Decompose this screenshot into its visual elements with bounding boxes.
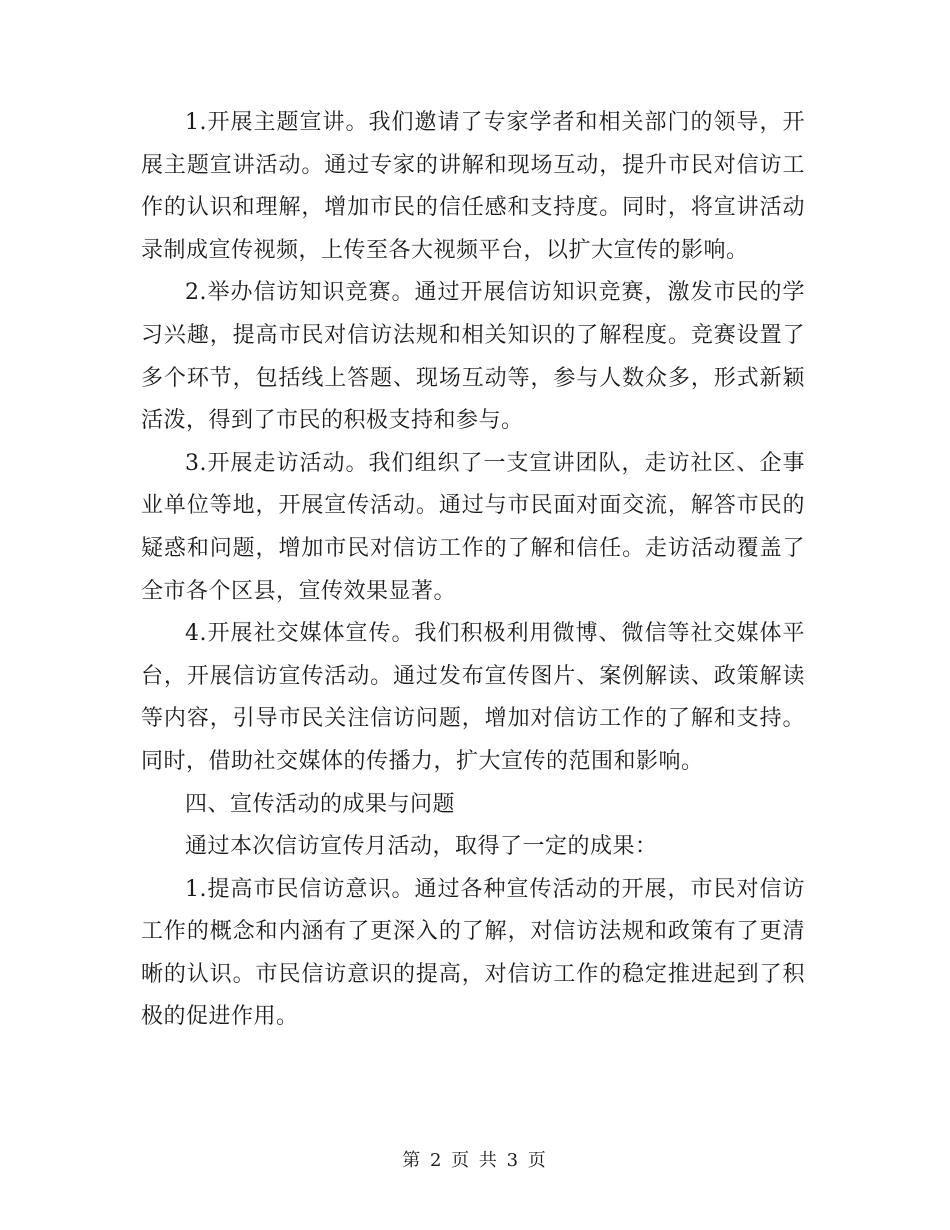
paragraph-theme-lecture: 1.开展主题宣讲。我们邀请了专家学者和相关部门的领导，开展主题宣讲活动。通过专家的讲解和现场互动，提升市民对信访工作的认识和理解，增加市民的信任感和支持度。同时，将宣讲活动录制成宣传视频，上传至各大视频平台，以扩大宣传的影响。 (141, 110, 805, 263)
paragraph-social-media: 4.开展社交媒体宣传。我们积极利用微博、微信等社交媒体平台，开展信访宣传活动。通过发布宣传图片、案例解读、政策解读等内容，引导市民关注信访问题，增加对信访工作的了解和支持。同时，借助社交媒体的传播力，扩大宣传的范围和影响。 (141, 621, 805, 774)
paragraph-visit-activity: 3.开展走访活动。我们组织了一支宣讲团队，走访社区、企事业单位等地，开展宣传活动。通过与市民面对面交流，解答市民的疑惑和问题，增加市民对信访工作的了解和信任。走访活动覆盖了全市各个区县，宣传效果显著。 (141, 450, 805, 604)
paragraph-knowledge-contest: 2.举办信访知识竞赛。通过开展信访知识竞赛，激发市民的学习兴趣，提高市民对信访法规和相关知识的了解程度。竞赛设置了多个环节，包括线上答题、现场互动等，参与人数众多，形式新颖活泼，得到了市民的积极支持和参与。 (141, 280, 805, 434)
paragraph-awareness: 1.提高市民信访意识。通过各种宣传活动的开展，市民对信访工作的概念和内涵有了更深入的了解，对信访法规和政策有了更清晰的认识。市民信访意识的提高，对信访工作的稳定推进起到了积极的促进作用。 (141, 876, 805, 1030)
paragraph-results-intro: 通过本次信访宣传月活动，取得了一定的成果： (185, 834, 658, 860)
document-body (141, 102, 805, 1039)
page-footer (0, 1146, 950, 1172)
section-heading-results: 四、宣传活动的成果与问题 (185, 791, 456, 817)
page-number: 第 2 页 共 3 页 (402, 1150, 548, 1171)
